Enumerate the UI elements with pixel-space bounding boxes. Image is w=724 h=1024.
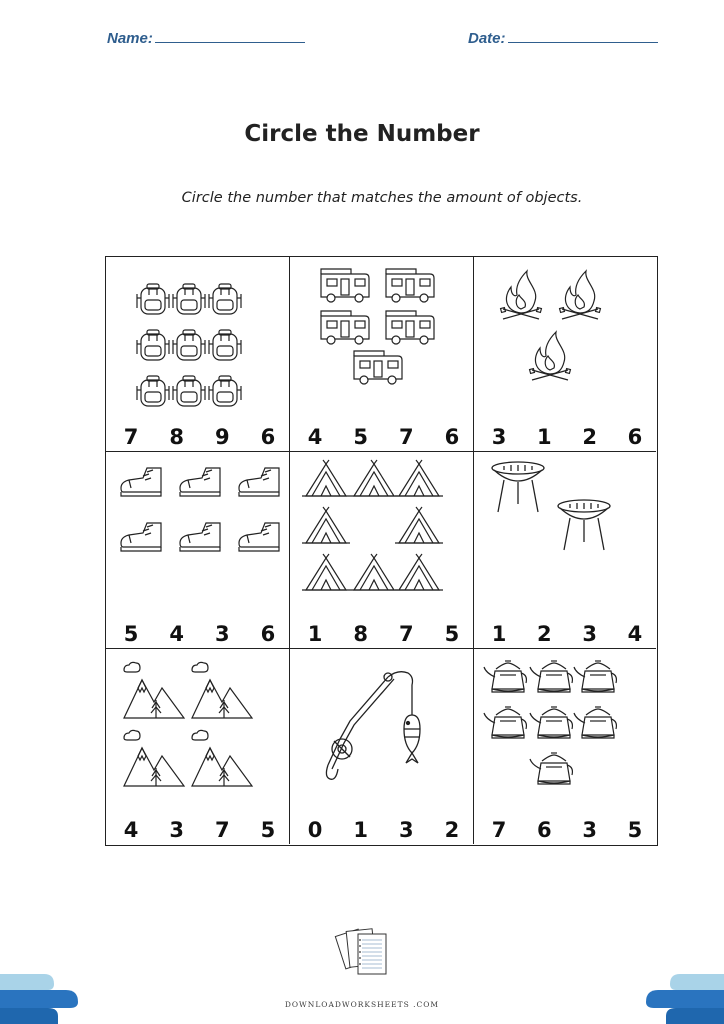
number-option[interactable]: 6: [627, 425, 643, 449]
exercise-cell-campers: [290, 257, 474, 452]
number-option[interactable]: 3: [169, 818, 184, 842]
number-option[interactable]: 7: [491, 818, 507, 842]
number-option[interactable]: 4: [169, 622, 184, 646]
name-label: Name:: [107, 30, 153, 47]
barbecue-grill-icon: [474, 452, 658, 612]
number-option[interactable]: 4: [307, 425, 323, 449]
exercise-cell-boots: [106, 452, 290, 649]
number-option[interactable]: 1: [353, 818, 368, 842]
number-options: [116, 818, 283, 842]
number-options: [484, 622, 650, 646]
number-option[interactable]: 1: [307, 622, 323, 646]
exercise-cell-grills: [474, 452, 656, 649]
date-label: Date:: [468, 30, 506, 47]
hiking-boot-icon: [106, 452, 290, 612]
number-option[interactable]: 2: [444, 818, 460, 842]
right-wave-decoration: [644, 970, 724, 1024]
number-options: [484, 818, 650, 842]
tent-icon: [290, 452, 474, 612]
exercise-cell-campfires: [474, 257, 656, 452]
number-option[interactable]: 1: [537, 425, 552, 449]
number-option[interactable]: 4: [123, 818, 139, 842]
number-options: [300, 425, 467, 449]
number-options: [300, 818, 467, 842]
name-field[interactable]: [107, 30, 305, 47]
left-wave-decoration: [0, 970, 80, 1024]
footer-site: DOWNLOADWORKSHEETS .COM: [284, 1000, 440, 1009]
number-option[interactable]: 6: [537, 818, 552, 842]
number-option[interactable]: 3: [399, 818, 414, 842]
exercise-cell-mountains: [106, 649, 290, 844]
number-options: [300, 622, 467, 646]
number-option[interactable]: 5: [444, 622, 460, 646]
number-options: [116, 425, 283, 449]
number-option[interactable]: 5: [353, 425, 368, 449]
number-option[interactable]: 7: [399, 622, 414, 646]
fishing-rod-icon: [290, 649, 474, 809]
number-option[interactable]: 2: [537, 622, 552, 646]
number-option[interactable]: 5: [260, 818, 276, 842]
date-line: [508, 41, 658, 43]
backpack-icon: [106, 257, 290, 417]
number-option[interactable]: 3: [582, 818, 597, 842]
exercise-grid: [105, 256, 658, 846]
kettle-icon: [474, 649, 658, 809]
page-title: Circle the Number: [244, 121, 480, 147]
camper-van-icon: [290, 257, 474, 417]
exercise-cell-tents: [290, 452, 474, 649]
worksheet-stack-icon: [332, 922, 396, 984]
number-option[interactable]: 3: [582, 622, 597, 646]
number-option[interactable]: 2: [582, 425, 597, 449]
number-option[interactable]: 8: [353, 622, 368, 646]
number-option[interactable]: 8: [169, 425, 184, 449]
number-option[interactable]: 7: [399, 425, 414, 449]
mountain-icon: [106, 649, 290, 809]
number-options: [116, 622, 283, 646]
name-line: [155, 41, 305, 43]
instructions: Circle the number that matches the amount of objects.: [181, 190, 583, 206]
number-option[interactable]: 3: [491, 425, 507, 449]
number-option[interactable]: 3: [215, 622, 230, 646]
campfire-icon: [474, 257, 658, 417]
number-option[interactable]: 6: [444, 425, 460, 449]
exercise-cell-backpacks: [106, 257, 290, 452]
number-option[interactable]: 1: [491, 622, 507, 646]
number-options: [484, 425, 650, 449]
exercise-cell-fishing-rod: [290, 649, 474, 844]
number-option[interactable]: 5: [627, 818, 643, 842]
number-option[interactable]: 7: [215, 818, 230, 842]
number-option[interactable]: 5: [123, 622, 139, 646]
date-field[interactable]: [468, 30, 658, 47]
number-option[interactable]: 9: [215, 425, 230, 449]
number-option[interactable]: 6: [260, 622, 276, 646]
number-option[interactable]: 6: [260, 425, 276, 449]
number-option[interactable]: 7: [123, 425, 139, 449]
number-option[interactable]: 0: [307, 818, 323, 842]
number-option[interactable]: 4: [627, 622, 643, 646]
exercise-cell-kettles: [474, 649, 656, 844]
